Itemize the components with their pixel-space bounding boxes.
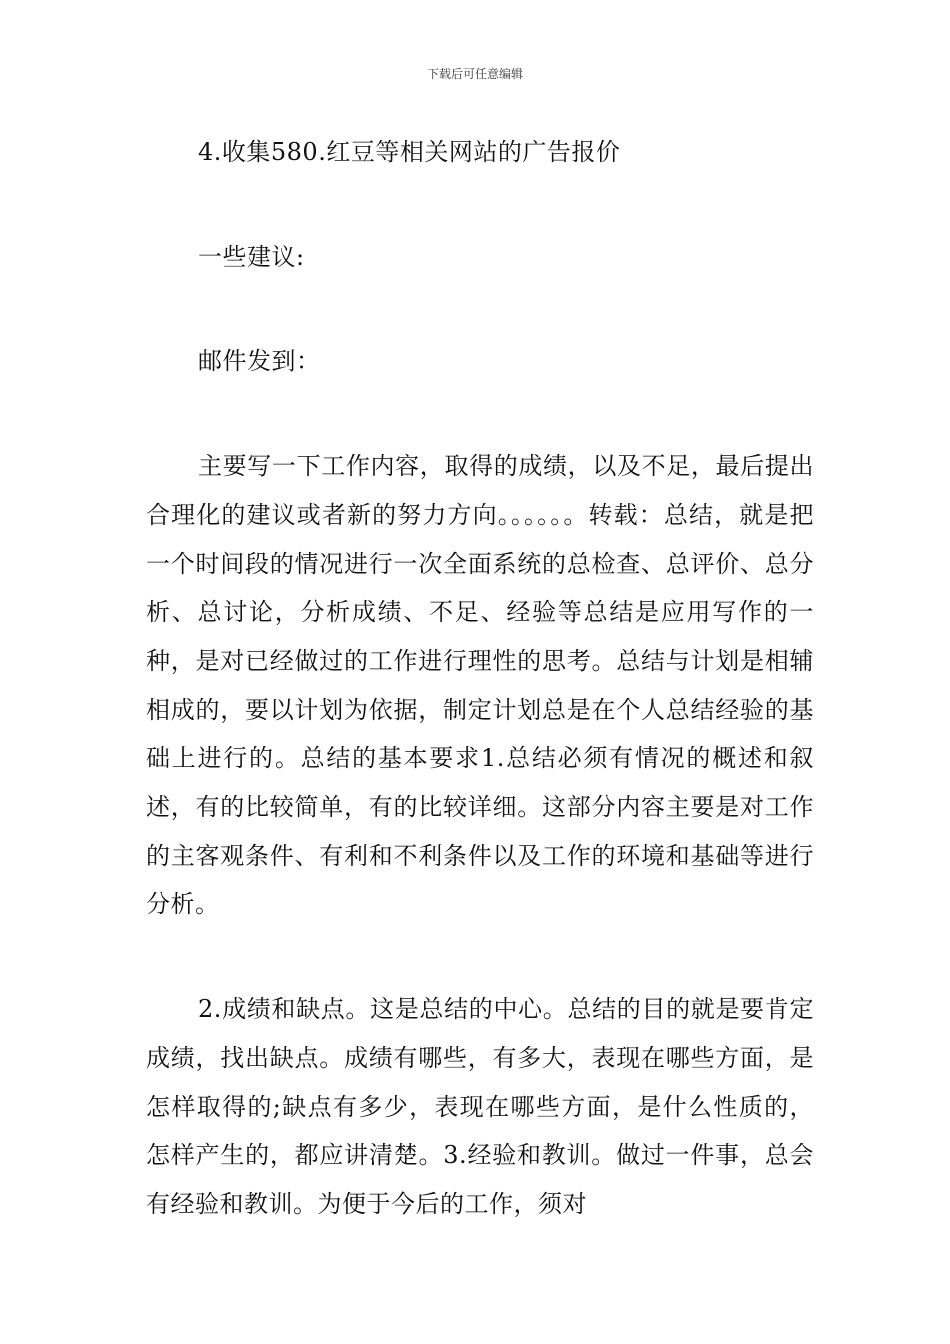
- paragraph-achievements: 2.成绩和缺点。这是总结的中心。总结的目的就是要肯定成绩，找出缺点。成绩有哪些，有多大，表现在哪些方面，是怎样取得的;缺点有多少，表现在哪些方面，是什么性质的，怎样产生的，都应讲清楚。3.经验和教训。做过一件事，总会有经验和教训。为便于今后的工作，须对: [146, 995, 814, 1218]
- header-note: 下载后可任意编辑: [426, 67, 523, 81]
- document-body: [146, 128, 814, 1229]
- paragraph-summary-intro: 主要写一下工作内容，取得的成绩，以及不足，最后提出合理化的建议或者新的努力方向。。。。。。转载：总结，就是把一个时间段的情况进行一次全面系统的总检查、总评价、总分析、总讨论，分析成绩、不足、经验等总结是应用写作的一种，是对已经做过的工作进行理性的思考。总结与计划是相辅相成的，要以计划为依据，制定计划总是在个人总结经验的基础上进行的。总结的基本要求1.总结必须有情况的概述和叙述，有的比较简单，有的比较详细。这部分内容主要是对工作的主客观条件、有利和不利条件以及工作的环境和基础等进行分析。: [146, 452, 814, 919]
- paragraph-email: 邮件发到：: [198, 347, 321, 376]
- paragraph-ad-quotes: 4.收集580.红豆等相关网站的广告报价: [198, 138, 621, 166]
- paragraph-suggestions: 一些建议:: [198, 242, 305, 271]
